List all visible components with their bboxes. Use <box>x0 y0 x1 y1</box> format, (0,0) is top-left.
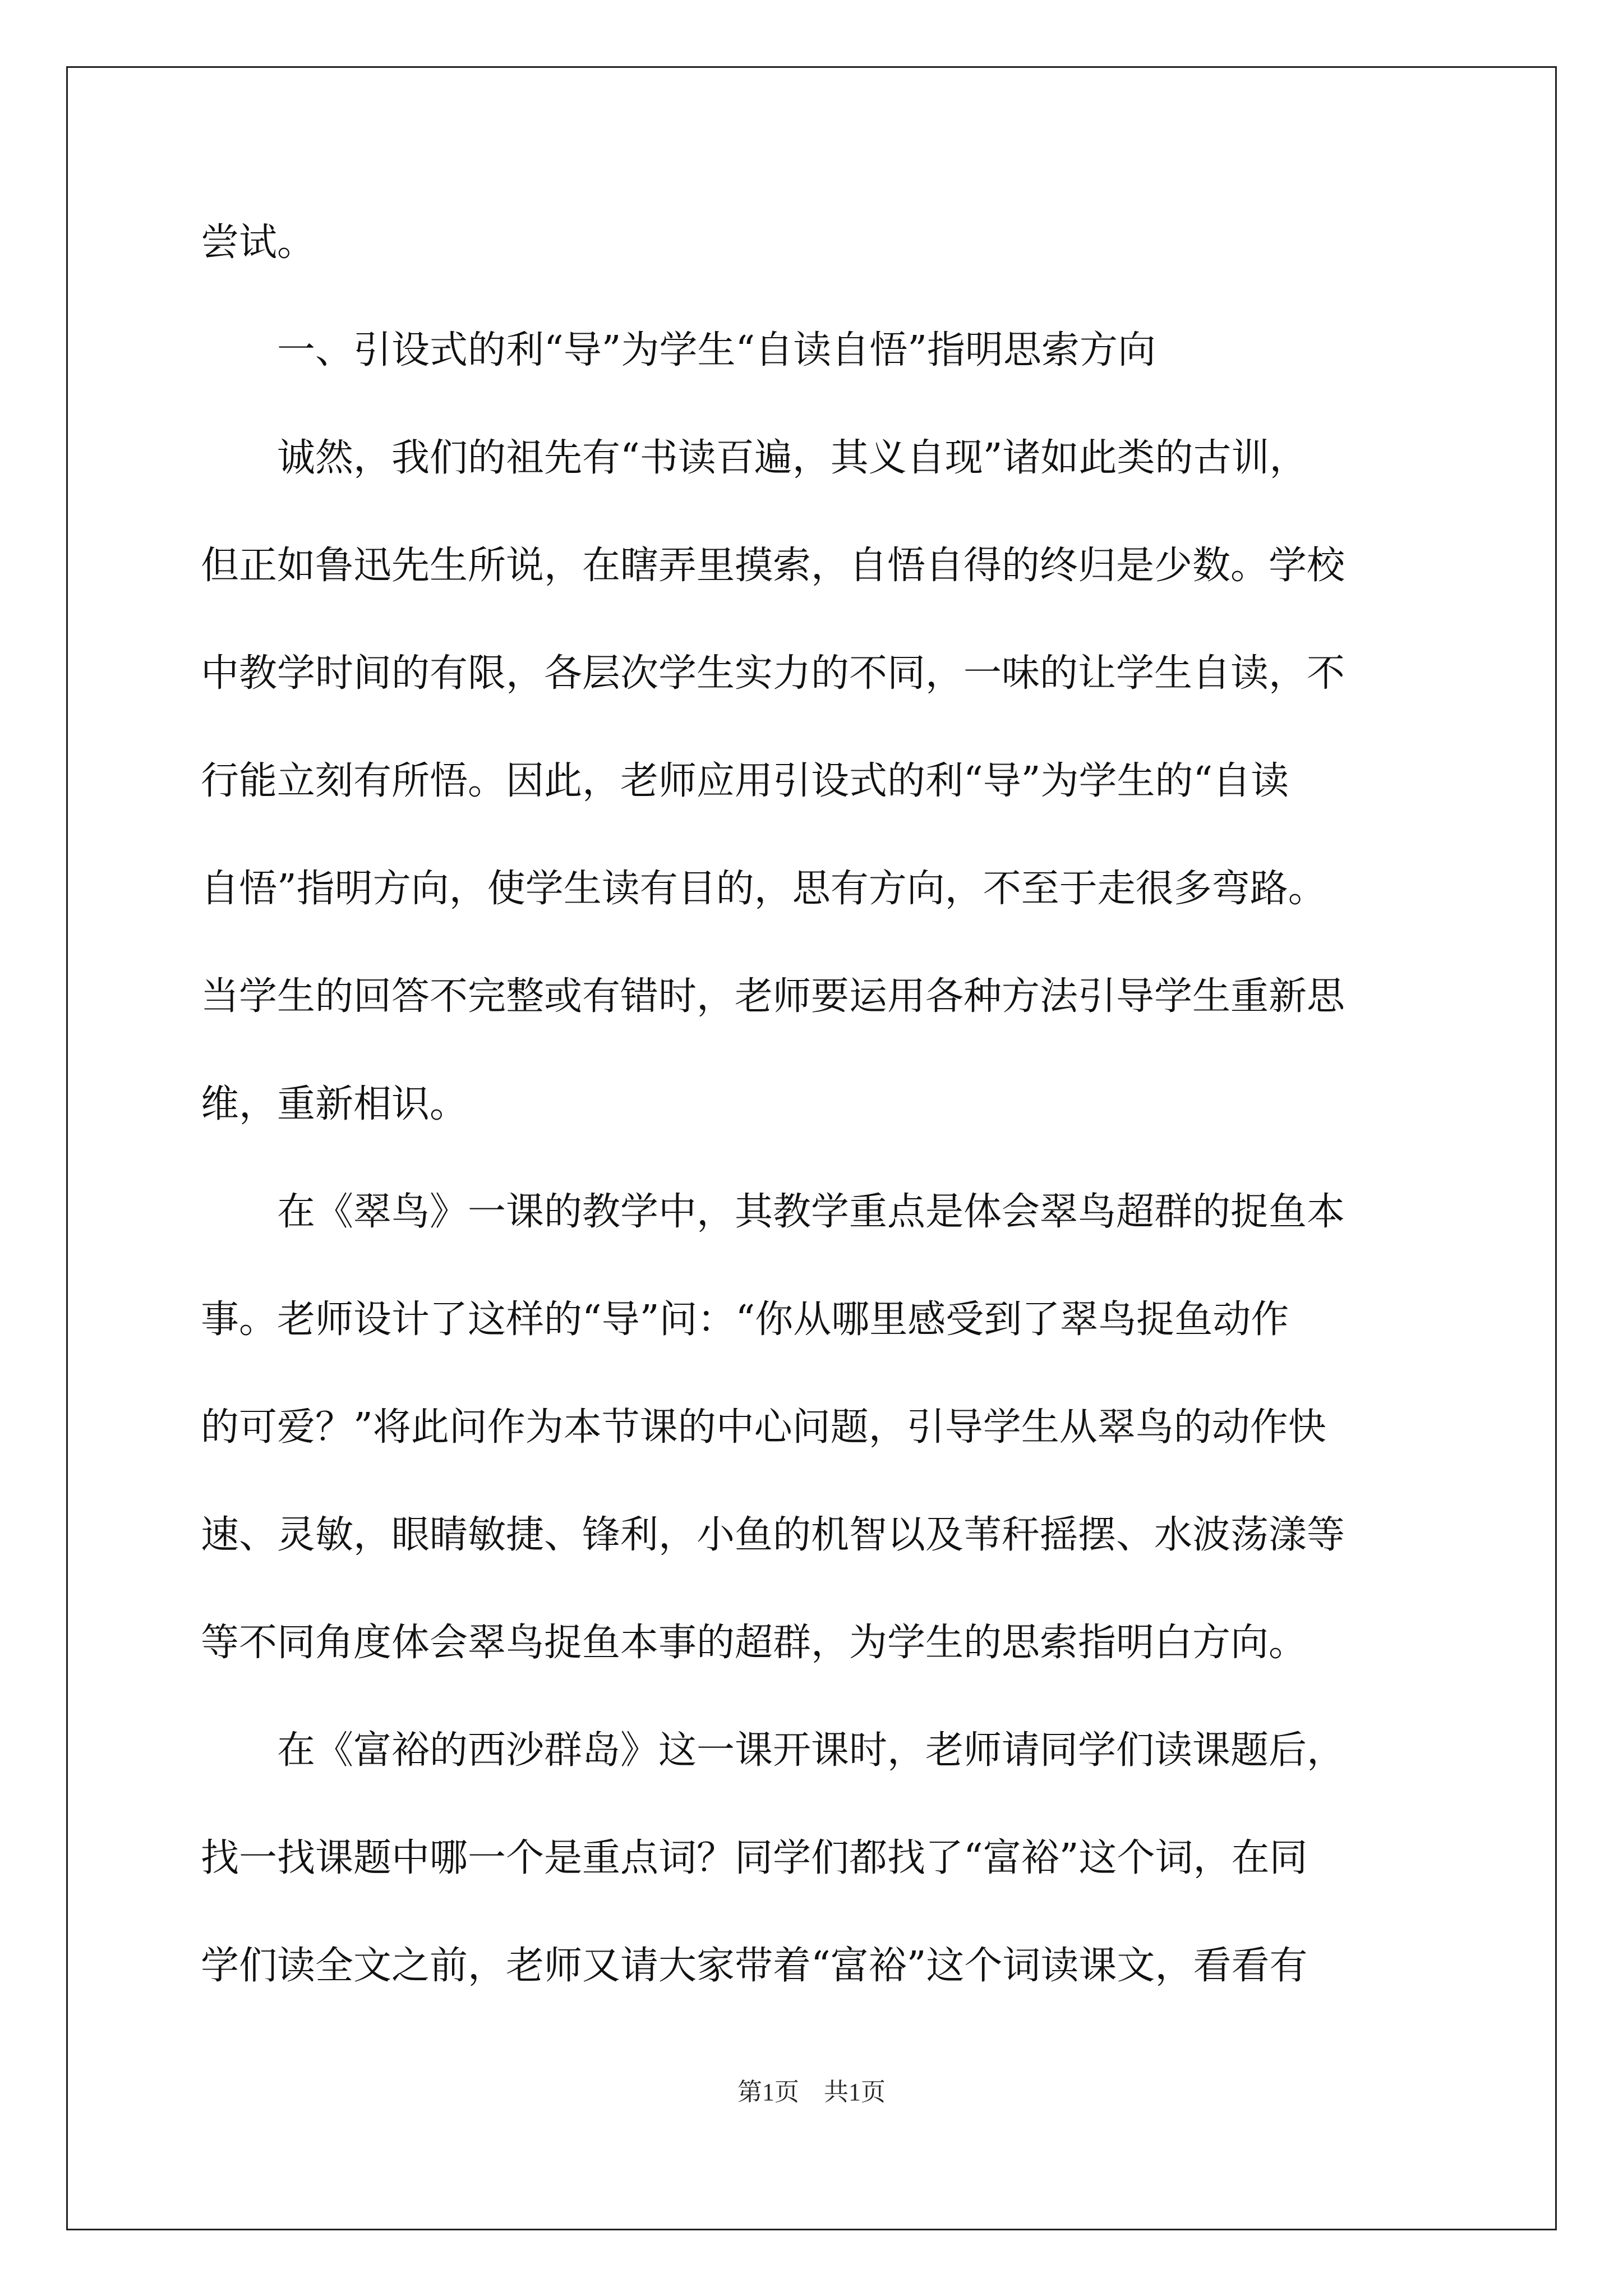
text-line: 等不同角度体会翠鸟捉鱼本事的超群，为学生的思索指明白方向。 <box>201 1621 1307 1665</box>
text-line: 自悟”指明方向，使学生读有目的，思有方向，不至于走很多弯路。 <box>201 867 1326 911</box>
section-heading: 一、引设式的利“导”为学生“自读自悟”指明思索方向 <box>201 328 1156 372</box>
page-footer: 第1页 共1页 <box>737 2078 886 2106</box>
text-line: 在《翠鸟》一课的教学中，其教学重点是体会翠鸟超群的捉鱼本 <box>201 1190 1345 1234</box>
text-line: 当学生的回答不完整或有错时，老师要运用各种方法引导学生重新思 <box>201 974 1345 1019</box>
text-line: 维，重新相识。 <box>201 1082 468 1126</box>
text-line: 中教学时间的有限，各层次学生实力的不同，一味的让学生自读，不 <box>201 651 1345 696</box>
text-line: 的可爱？”将此问作为本节课的中心问题，引导学生从翠鸟的动作快 <box>201 1405 1326 1450</box>
text-line: 在《富裕的西沙群岛》这一课开课时，老师请同学们读课题后， <box>201 1728 1345 1773</box>
text-line: 诚然，我们的祖先有“书读百遍，其义自现”诸如此类的古训， <box>201 436 1308 480</box>
text-line: 学们读全文之前，老师又请大家带着“富裕”这个词读课文，看看有 <box>201 1944 1308 1988</box>
text-line: 尝试。 <box>201 220 316 265</box>
page-border <box>66 66 1557 2230</box>
text-line: 但正如鲁迅先生所说，在瞎弄里摸索，自悟自得的终归是少数。学校 <box>201 544 1345 588</box>
text-line: 事。老师设计了这样的“导”问：“你从哪里感受到了翠鸟捉鱼动作 <box>201 1297 1289 1342</box>
text-line: 行能立刻有所悟。因此，老师应用引设式的利“导”为学生的“自读 <box>201 759 1289 803</box>
text-line: 找一找课题中哪一个是重点词？同学们都找了“富裕”这个词，在同 <box>201 1836 1308 1880</box>
text-line: 速、灵敏，眼睛敏捷、锋利，小鱼的机智以及苇秆摇摆、水波荡漾等 <box>201 1513 1345 1557</box>
